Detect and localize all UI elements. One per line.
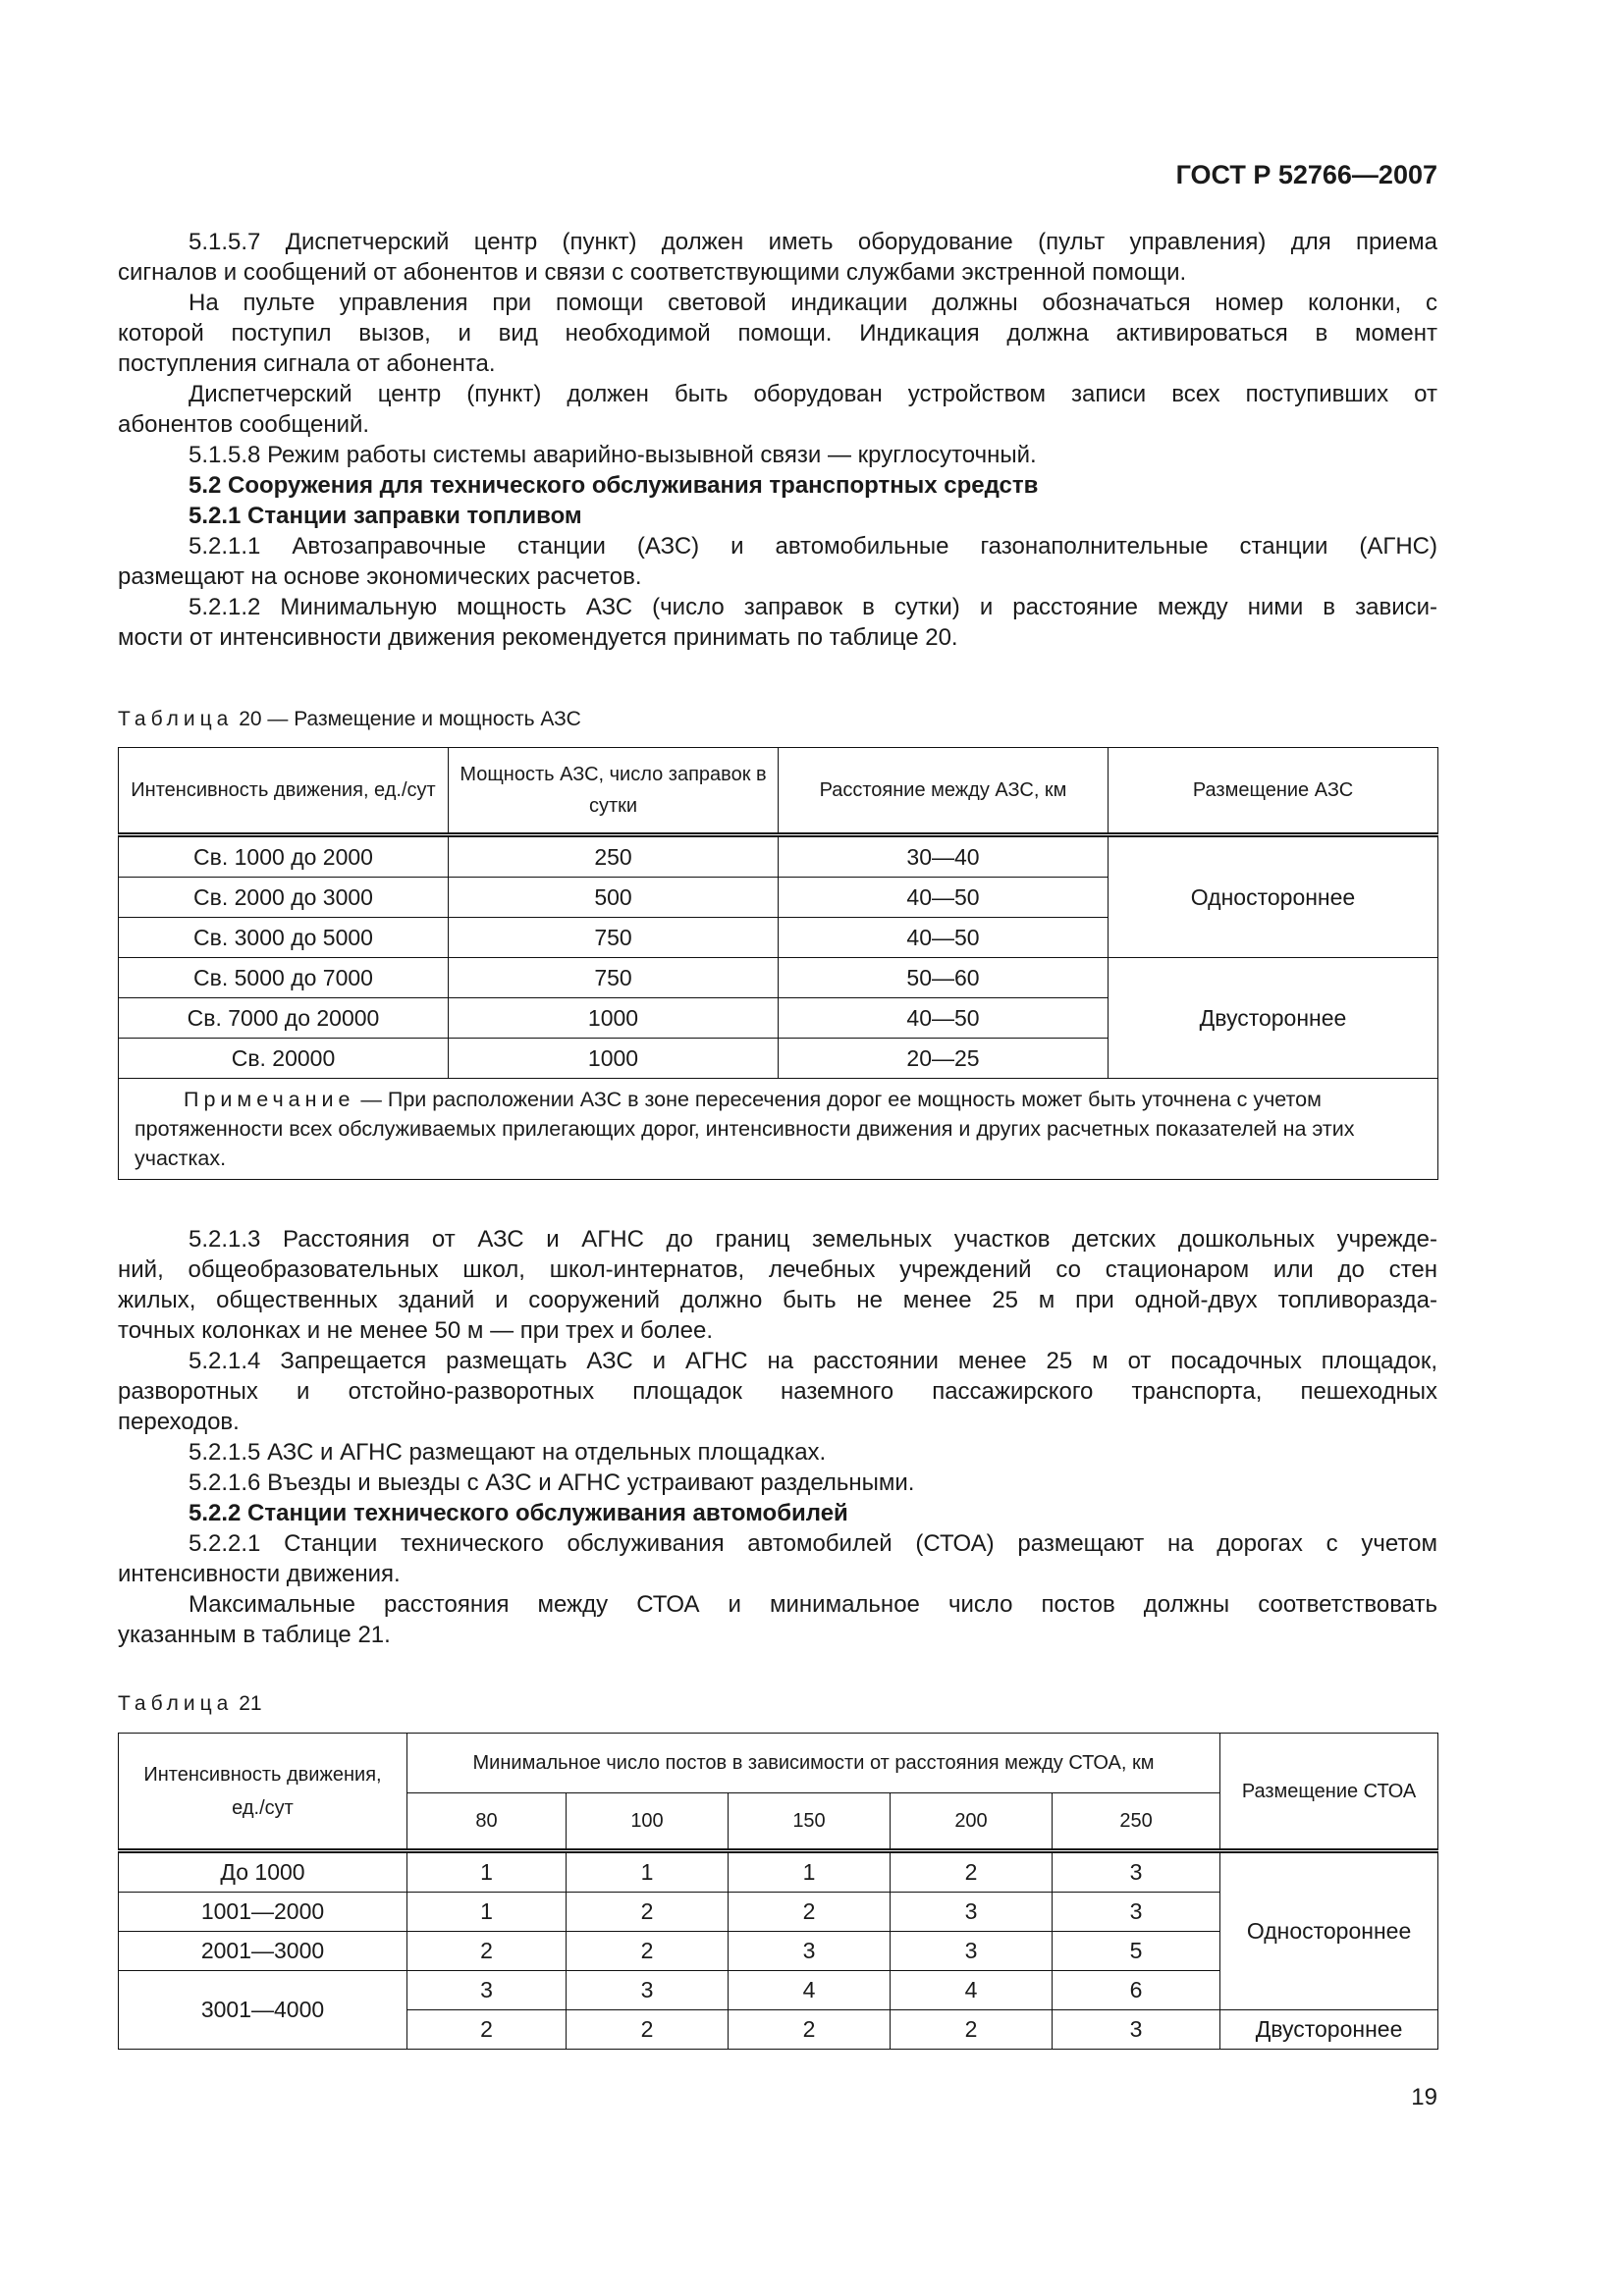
paragraph-line: 5.2.1.3 Расстояния от АЗС и АГНС до границ земельных участков детских дошкольных учрежде-: [189, 1226, 1437, 1253]
cell: 2: [567, 1893, 729, 1932]
header-posts: Минимальное число постов в зависимости от расстояния между СТОА, км: [407, 1734, 1220, 1793]
cell: Св. 1000 до 2000: [119, 835, 449, 878]
paragraph-line: Максимальные расстояния между СТОА и минимальное число постов должны соответствовать: [189, 1591, 1437, 1618]
cell: 2: [729, 1893, 891, 1932]
header-intensity: Интенсивность движения, ед./сут: [119, 1734, 407, 1851]
cell: 1: [407, 1851, 567, 1893]
header-distance: 100: [567, 1793, 729, 1851]
header-distance: 250: [1053, 1793, 1220, 1851]
cell: 2001—3000: [119, 1932, 407, 1971]
header-placement: Размещение СТОА: [1220, 1734, 1438, 1851]
cell: 1: [567, 1851, 729, 1893]
page-number: 19: [1411, 2084, 1437, 2110]
paragraph-line: 5.1.5.7 Диспетчерский центр (пункт) должен иметь оборудование (пульт управления) для приема: [189, 229, 1437, 255]
section-heading-line: 5.2.2 Станции технического обслуживания автомобилей: [189, 1500, 848, 1526]
cell: 2: [407, 2010, 567, 2050]
header-placement: Размещение АЗС: [1109, 748, 1438, 835]
cell: 1: [729, 1851, 891, 1893]
table-note-row: [119, 1079, 1438, 1180]
cell: 40—50: [779, 878, 1109, 918]
paragraph-line: поступления сигнала от абонента.: [118, 350, 496, 377]
cell: 40—50: [779, 998, 1109, 1039]
caption-word: Таблица: [118, 708, 234, 730]
cell: 50—60: [779, 958, 1109, 998]
table-20-caption: [118, 708, 581, 731]
cell: 2: [891, 1851, 1053, 1893]
cell: 40—50: [779, 918, 1109, 958]
cell: 20—25: [779, 1039, 1109, 1079]
paragraph-line: абонентов сообщений.: [118, 411, 370, 438]
paragraph-line: жилых, общественных зданий и сооружений должно быть не менее 25 м при одной-двух топливоразда-: [118, 1287, 1437, 1313]
cell: 2: [567, 2010, 729, 2050]
note-text: — При расположении АЗС в зоне пересечения дорог ее мощность может быть уточнена с учетом протяженности всех обслуживаемых прилегающих дорог, интенсивности движения и других расчетных показателей на этих участках.: [135, 1088, 1355, 1170]
cell: Св. 7000 до 20000: [119, 998, 449, 1039]
paragraph-line: размещают на основе экономических расчетов.: [118, 563, 642, 590]
table-row: [119, 1851, 1438, 1893]
placement-cell: Одностороннее: [1220, 1851, 1438, 2010]
paragraph-line: Диспетчерский центр (пункт) должен быть оборудован устройством записи всех поступивших от: [189, 381, 1437, 407]
cell: 3: [1053, 1851, 1220, 1893]
cell: 2: [567, 1932, 729, 1971]
paragraph-line: интенсивности движения.: [118, 1561, 401, 1587]
section-heading-line: 5.2 Сооружения для технического обслуживания транспортных средств: [189, 472, 1039, 499]
paragraph-line: ний, общеобразовательных школ, школ-интернатов, лечебных учреждений со стационаром или до стен: [118, 1256, 1437, 1283]
paragraph-line: 5.2.1.1 Автозаправочные станции (АЗС) и автомобильные газонаполнительные станции (АГНС): [189, 533, 1437, 560]
cell: 2: [407, 1932, 567, 1971]
header-intensity: Интенсивность движения, ед./сут: [119, 748, 449, 835]
cell: 3: [729, 1932, 891, 1971]
cell: 3: [1053, 1893, 1220, 1932]
table-21-caption: [118, 1692, 262, 1716]
cell: 1000: [449, 1039, 779, 1079]
cell: 5: [1053, 1932, 1220, 1971]
cell: Св. 2000 до 3000: [119, 878, 449, 918]
cell: 3: [567, 1971, 729, 2010]
cell: 250: [449, 835, 779, 878]
header-capacity: Мощность АЗС, число заправок в сутки: [449, 748, 779, 835]
paragraph-line: которой поступил вызов, и вид необходимой помощи. Индикация должна активироваться в момент: [118, 320, 1437, 347]
paragraph-line: сигналов и сообщений от абонентов и связи с соответствующими службами экстренной помощи.: [118, 259, 1187, 286]
table-header-row: [119, 1734, 1438, 1793]
caption-title: 21: [239, 1692, 262, 1715]
cell: 3: [891, 1932, 1053, 1971]
cell: 500: [449, 878, 779, 918]
cell: 4: [729, 1971, 891, 2010]
cell: Св. 3000 до 5000: [119, 918, 449, 958]
header-distance: 150: [729, 1793, 891, 1851]
cell: 30—40: [779, 835, 1109, 878]
header-distance: 200: [891, 1793, 1053, 1851]
paragraph-line: 5.2.1.4 Запрещается размещать АЗС и АГНС на расстоянии менее 25 м от посадочных площадок,: [189, 1348, 1437, 1374]
caption-title: 20 — Размещение и мощность АЗС: [239, 708, 581, 730]
table-row: [119, 835, 1438, 878]
table-20: [118, 747, 1438, 1180]
table-header-row: [119, 748, 1438, 835]
caption-word: Таблица: [118, 1692, 234, 1715]
paragraph-line: указанным в таблице 21.: [118, 1622, 391, 1648]
note-word: Примечание: [184, 1088, 355, 1111]
cell: Св. 5000 до 7000: [119, 958, 449, 998]
cell: 3001—4000: [119, 1971, 407, 2050]
cell: 750: [449, 918, 779, 958]
cell: 6: [1053, 1971, 1220, 2010]
paragraph-line: 5.2.1.2 Минимальную мощность АЗС (число заправок в сутки) и расстояние между ними в зависи-: [189, 594, 1437, 620]
placement-cell: Одностороннее: [1109, 835, 1438, 958]
cell: 3: [407, 1971, 567, 2010]
cell: 1000: [449, 998, 779, 1039]
cell: 1: [407, 1893, 567, 1932]
section-heading-line: 5.2.1 Станции заправки топливом: [189, 503, 582, 529]
paragraph-line: На пульте управления при помощи световой индикации должны обозначаться номер колонки, с: [189, 290, 1437, 316]
cell: 4: [891, 1971, 1053, 2010]
table-row: [119, 958, 1438, 998]
paragraph-line: 5.2.1.5 АЗС и АГНС размещают на отдельных площадках.: [189, 1439, 827, 1466]
placement-cell: Двустороннее: [1220, 2010, 1438, 2050]
cell: 1001—2000: [119, 1893, 407, 1932]
placement-cell: Двустороннее: [1109, 958, 1438, 1079]
table-note: [119, 1079, 1438, 1180]
paragraph-line: мости от интенсивности движения рекомендуется принимать по таблице 20.: [118, 624, 958, 651]
cell: 750: [449, 958, 779, 998]
table-21: [118, 1733, 1438, 2050]
document-id-header: ГОСТ Р 52766—2007: [1175, 160, 1437, 189]
paragraph-line: переходов.: [118, 1409, 240, 1435]
cell: 2: [891, 2010, 1053, 2050]
text-block-2: [118, 1224, 1437, 1650]
cell: До 1000: [119, 1851, 407, 1893]
paragraph-line: 5.2.1.6 Въезды и выезды с АЗС и АГНС устраивают раздельными.: [189, 1469, 915, 1496]
header-distance: Расстояние между АЗС, км: [779, 748, 1109, 835]
header-distance: 80: [407, 1793, 567, 1851]
paragraph-line: 5.2.2.1 Станции технического обслуживания автомобилей (СТОА) размещают на дорогах с учетом: [189, 1530, 1437, 1557]
text-block-1: [118, 227, 1437, 653]
paragraph-line: 5.1.5.8 Режим работы системы аварийно-вызывной связи — круглосуточный.: [189, 442, 1037, 468]
paragraph-line: разворотных и отстойно-разворотных площадок наземного пассажирского транспорта, пешеходных: [118, 1378, 1437, 1405]
cell: 3: [1053, 2010, 1220, 2050]
cell: Св. 20000: [119, 1039, 449, 1079]
cell: 2: [729, 2010, 891, 2050]
paragraph-line: точных колонках и не менее 50 м — при трех и более.: [118, 1317, 713, 1344]
cell: 3: [891, 1893, 1053, 1932]
